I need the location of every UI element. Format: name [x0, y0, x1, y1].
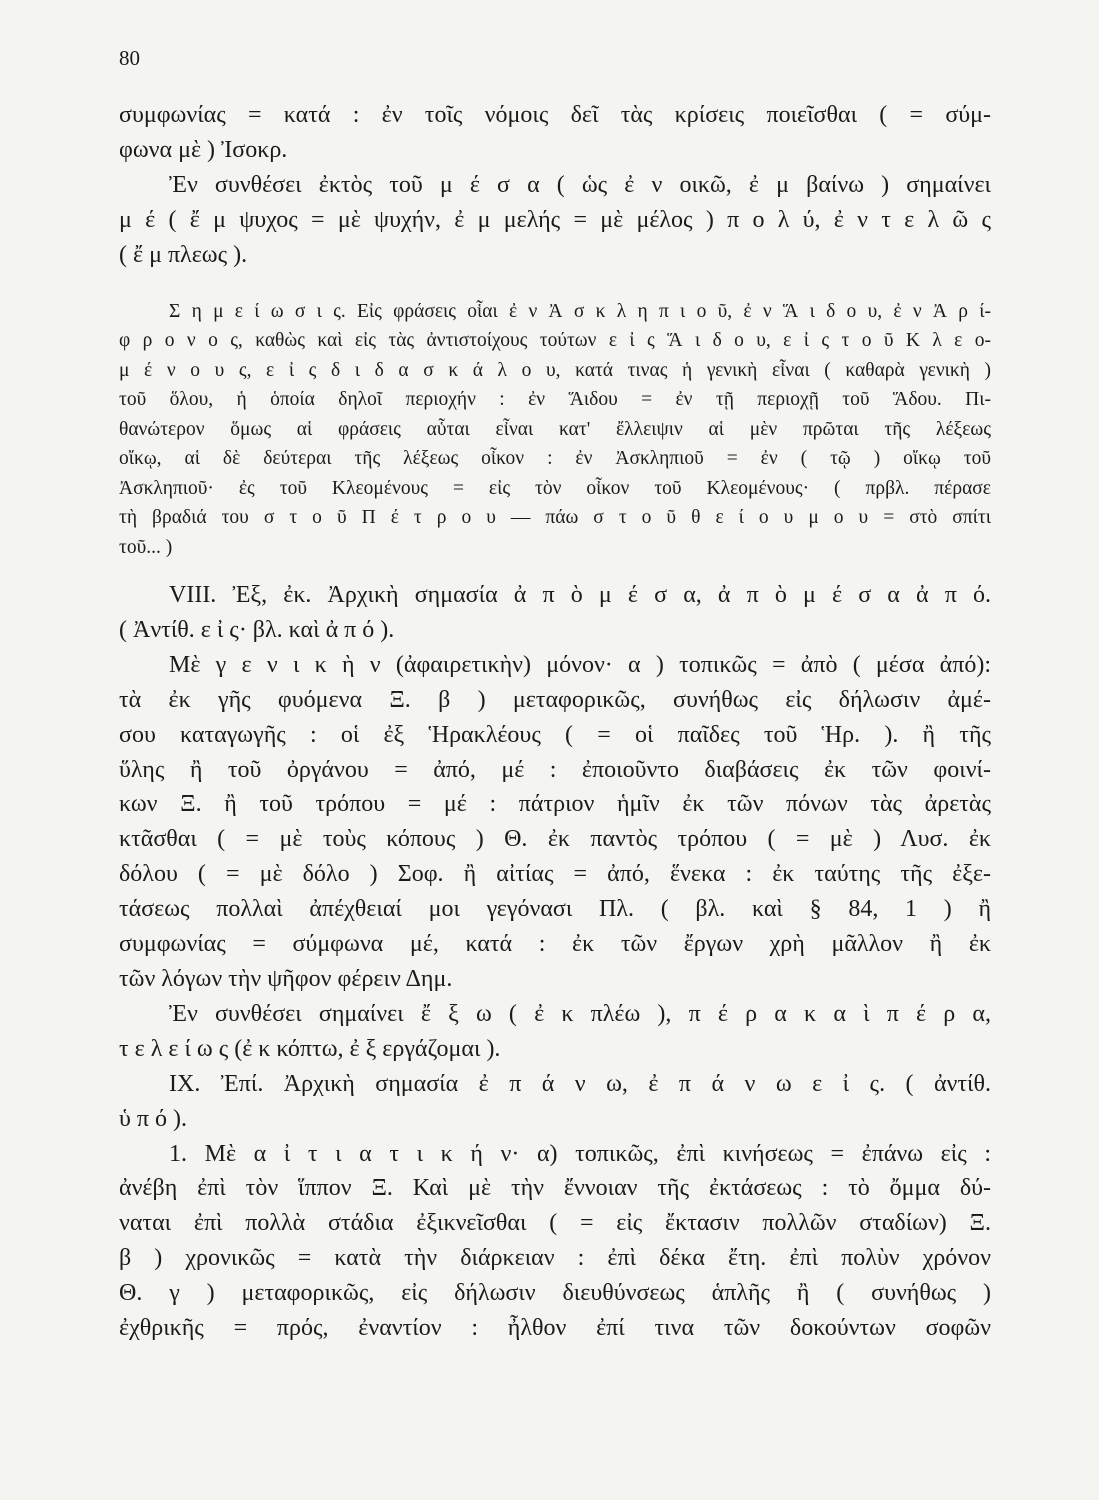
- text-line: τ ε λ ε ί ω ς (ἐ κ κόπτω, ἐ ξ εργάζομαι ).: [119, 1035, 501, 1062]
- footnote-simeiosis: [119, 297, 991, 563]
- text-line: ἐχθρικῆς = πρός, ἐναντίον : ἦλθον ἐπί τινα τῶν δοκούντων σοφῶν: [119, 1315, 991, 1342]
- section-heading-line: IX. Ἐπί. Ἀρχικὴ σημασία ἐ π ά ν ω, ἐ π ά ν ω ε ἰ ς. ( ἀντίθ.: [169, 1070, 991, 1097]
- text-line: Θ. γ ) μεταφορικῶς, εἰς δήλωσιν διευθύνσεως ἁπλῆς ἢ ( συνήθως ): [119, 1280, 991, 1307]
- body-text: [119, 98, 991, 1346]
- text-line: Ἐν συνθέσει ἐκτὸς τοῦ μ έ σ α ( ὡς ἐ ν οικῶ, ἐ μ βαίνω ) σημαίνει: [169, 171, 991, 198]
- text-line: ὕλης ἢ τοῦ ὀργάνου = ἀπό, μέ : ἐποιοῦντο διαβάσεις ἐκ τῶν φοινί-: [119, 756, 991, 783]
- text-line: συμφωνίας = κατά : ἐν τοῖς νόμοις δεῖ τὰς κρίσεις ποιεῖσθαι ( = σύμ-: [119, 102, 991, 128]
- text-line: φ ρ ο ν ο ς, καθὼς καὶ εἰς τὰς ἀντιστοίχους τούτων ε ἰ ς Ἅ ι δ ο υ, ε ἰ ς τ ο ῦ Κ λ ε ο-: [119, 330, 991, 352]
- text-line: ναται ἐπὶ πολλὰ στάδια ἐξικνεῖσθαι ( = εἰς ἔκτασιν πολλῶν σταδίων) Ξ.: [119, 1210, 991, 1237]
- text-line: τῶν λόγων τὴν ψῆφον φέρειν Δημ.: [119, 966, 453, 992]
- section-heading-line: VIII. Ἐξ, ἐκ. Ἀρχικὴ σημασία ἀ π ὸ μ έ σ α, ἀ π ὸ μ έ σ α ἀ π ό.: [169, 582, 991, 609]
- text-line: β ) χρονικῶς = κατὰ τὴν διάρκειαν : ἐπὶ δέκα ἔτη. ἐπὶ πολὺν χρόνον: [119, 1245, 991, 1272]
- text-line: Σ η μ ε ί ω σ ι ς. Εἰς φράσεις οἷαι ἐ ν Ἀ σ κ λ η π ι ο ῦ, ἐ ν Ἅ ι δ ο υ, ἐ ν Ἀ ρ ί-: [169, 300, 991, 322]
- text-line: τὰ ἐκ γῆς φυόμενα Ξ. β ) μεταφορικῶς, συνήθως εἰς δήλωσιν ἀμέ-: [119, 686, 991, 713]
- text-line: οἴκῳ, αἱ δὲ δεύτεραι τῆς λέξεως οἶκον : ἐν Ἀσκληπιοῦ = ἐν ( τῷ ) οἴκῳ τοῦ: [119, 448, 991, 470]
- text-line: θανώτερον ὅμως αἱ φράσεις αὗται εἶναι κατ' ἔλλειψιν αἱ μὲν πρῶται τῆς λέξεως: [119, 418, 991, 440]
- text-line: κτᾶσθαι ( = μὲ τοὺς κόπους ) Θ. ἐκ παντὸς τρόπου ( = μὲ ) Λυσ. ἐκ: [119, 826, 991, 853]
- text-line: Ἀσκληπιοῦ· ἐς τοῦ Κλεομένους = εἰς τὸν οἶκον τοῦ Κλεομένους· ( πρβλ. πέρασε: [119, 477, 991, 499]
- paragraph-synthesis-en: [119, 98, 991, 273]
- text-line: συμφωνίας = σύμφωνα μέ, κατά : ἐκ τῶν ἔργων χρὴ μᾶλλον ἢ ἐκ: [119, 931, 991, 958]
- text-line: τοῦ ὅλου, ἡ ὁποία δηλοῖ περιοχήν : ἐν Ἅιδου = ἐν τῇ περιοχῇ τοῦ Ἅδου. Πι-: [119, 389, 991, 411]
- text-line: ( Ἀντίθ. ε ἰ ς· βλ. καὶ ἀ π ό ).: [119, 616, 395, 643]
- text-line: ὑ π ό ).: [119, 1105, 187, 1132]
- text-line: 1. Μὲ α ἰ τ ι α τ ι κ ή ν· α) τοπικῶς, ἐπὶ κινήσεως = ἐπάνω εἰς :: [169, 1140, 991, 1167]
- text-line: Ἐν συνθέσει σημαίνει ἔ ξ ω ( ἐ κ πλέω ), π έ ρ α κ α ὶ π έ ρ α,: [169, 1000, 991, 1027]
- text-line: ( ἔ μ πλεως ).: [119, 241, 248, 268]
- page-number: 80: [119, 46, 140, 70]
- text-line: σου καταγωγῆς : οἱ ἐξ Ἡρακλέους ( = οἱ παῖδες τοῦ Ἡρ. ). ἢ τῆς: [119, 721, 991, 748]
- text-line: μ έ ( ἔ μ ψυχος = μὲ ψυχήν, ἐ μ μελής = μὲ μέλος ) π ο λ ύ, ἐ ν τ ε λ ῶ ς: [119, 206, 991, 233]
- text-line: κων Ξ. ἢ τοῦ τρόπου = μέ : πάτριον ἡμῖν ἐκ τῶν πόνων τὰς ἀρετὰς: [119, 791, 991, 818]
- text-line: ἀνέβη ἐπὶ τὸν ἵππον Ξ. Καὶ μὲ τὴν ἔννοιαν τῆς ἐκτάσεως : τὸ ὄμμα δύ-: [119, 1175, 991, 1202]
- section-viii-ex-ek: [119, 578, 991, 1067]
- text-line: μ έ ν ο υ ς, ε ἰ ς δ ι δ α σ κ ά λ ο υ, κατά τινας ἡ γενικὴ εἶναι ( καθαρὰ γενικὴ ): [119, 359, 991, 381]
- text-line: Μὲ γ ε ν ι κ ὴ ν (ἀφαιρετικὴν) μόνον· α ) τοπικῶς = ἀπὸ ( μέσα ἀπό):: [169, 651, 991, 678]
- section-ix-epi: [119, 1067, 991, 1346]
- text-line: τοῦ... ): [119, 536, 173, 558]
- text-line: τάσεως πολλαὶ ἀπέχθειαί μοι γεγόνασι Πλ. ( βλ. καὶ § 84, 1 ) ἢ: [119, 896, 991, 923]
- text-line: δόλου ( = μὲ δόλο ) Σοφ. ἢ αἰτίας = ἀπό, ἕνεκα : ἐκ ταύτης τῆς ἐξε-: [119, 861, 991, 888]
- text-line: φωνα μὲ ) Ἰσοκρ.: [119, 136, 288, 163]
- text-line: τὴ βραδιά του σ τ ο ῦ Π έ τ ρ ο υ — πάω σ τ ο ῦ θ ε ί ο υ μ ο υ = στὸ σπίτι: [119, 507, 991, 529]
